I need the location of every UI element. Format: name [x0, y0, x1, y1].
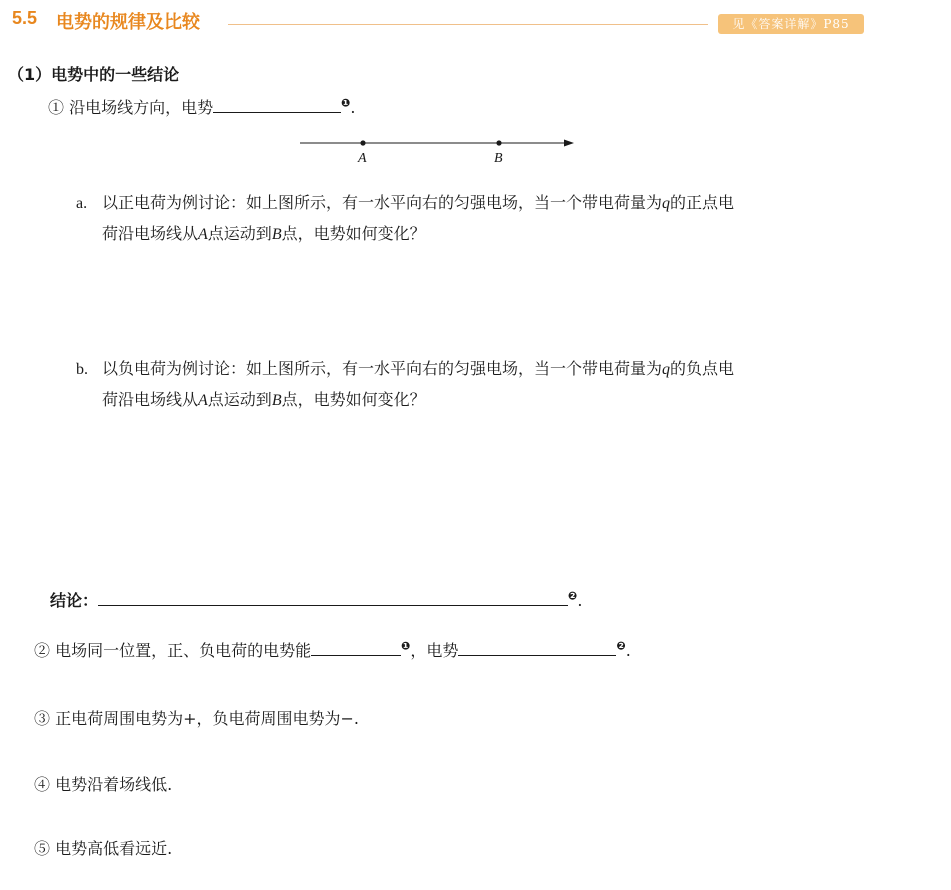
- part-b-text-5: 点，电势如何变化？: [281, 390, 426, 409]
- label-a: A: [358, 151, 367, 166]
- section-title: 电势的规律及比较: [56, 12, 200, 33]
- conclusion-mark: ❷: [568, 589, 578, 603]
- conclusion-label: 结论：: [50, 591, 99, 610]
- item-4: ④ 电势沿着场线低.: [34, 775, 173, 794]
- item-2-mark-1: ❶: [401, 639, 411, 653]
- section-number: 5.5: [12, 8, 38, 28]
- part-a-text-4: 点运动到: [207, 224, 272, 243]
- item-1-blank[interactable]: [213, 98, 341, 113]
- part-a-text-1: 以正电荷为例讨论：如上图所示，有一水平向右的匀强电场，当一个带电荷量为: [102, 193, 663, 212]
- item-1-end: .: [350, 98, 356, 117]
- part-a-tag: a.: [76, 195, 88, 212]
- part-b-text-3: 荷沿电场线从: [102, 390, 199, 409]
- item-2-text-2: ，电势: [410, 641, 459, 660]
- item-1: [48, 95, 356, 118]
- part-b-B: B: [271, 392, 282, 409]
- part-a-text-2: 的正点电: [670, 193, 735, 212]
- item-2-blank-2[interactable]: [458, 641, 616, 656]
- section-divider: [228, 24, 708, 25]
- part-b-q: q: [662, 361, 671, 378]
- item-1-mark: ❶: [341, 96, 351, 110]
- item-2-text-1: ② 电场同一位置，正、负电荷的电势能: [34, 641, 312, 660]
- subsection-heading: （1）电势中的一些结论: [8, 65, 180, 84]
- arrow-head-icon: [564, 140, 574, 147]
- item-5: ⑤ 电势高低看远近.: [34, 839, 173, 858]
- item-3: ③ 正电荷周围电势为+，负电荷周围电势为−.: [34, 709, 359, 728]
- part-a-text-3: 荷沿电场线从: [102, 224, 199, 243]
- label-b: B: [494, 151, 503, 166]
- conclusion-blank[interactable]: [98, 591, 568, 606]
- part-b-text-1: 以负电荷为例讨论：如上图所示，有一水平向右的匀强电场，当一个带电荷量为: [102, 359, 663, 378]
- answer-reference-badge: 见《答案详解》P85: [718, 14, 864, 34]
- part-b-A: A: [198, 392, 208, 409]
- point-b-dot: [496, 140, 501, 145]
- part-a-A: A: [198, 226, 208, 243]
- item-2: [34, 638, 631, 661]
- conclusion: [50, 588, 582, 611]
- part-a-B: B: [271, 226, 282, 243]
- field-line-diagram: [296, 132, 586, 168]
- conclusion-end: .: [577, 591, 583, 610]
- part-a: [76, 188, 876, 250]
- item-2-end: .: [625, 641, 631, 660]
- part-b-text-4: 点运动到: [207, 390, 272, 409]
- part-b-tag: b.: [76, 361, 88, 378]
- part-a-q: q: [662, 195, 671, 212]
- part-b-text-2: 的负点电: [670, 359, 735, 378]
- item-2-blank-1[interactable]: [311, 641, 401, 656]
- part-b: [76, 354, 876, 416]
- point-a-dot: [360, 140, 365, 145]
- part-a-text-5: 点，电势如何变化？: [281, 224, 426, 243]
- item-2-mark-2: ❷: [616, 639, 626, 653]
- item-1-text: ① 沿电场线方向，电势: [48, 98, 214, 117]
